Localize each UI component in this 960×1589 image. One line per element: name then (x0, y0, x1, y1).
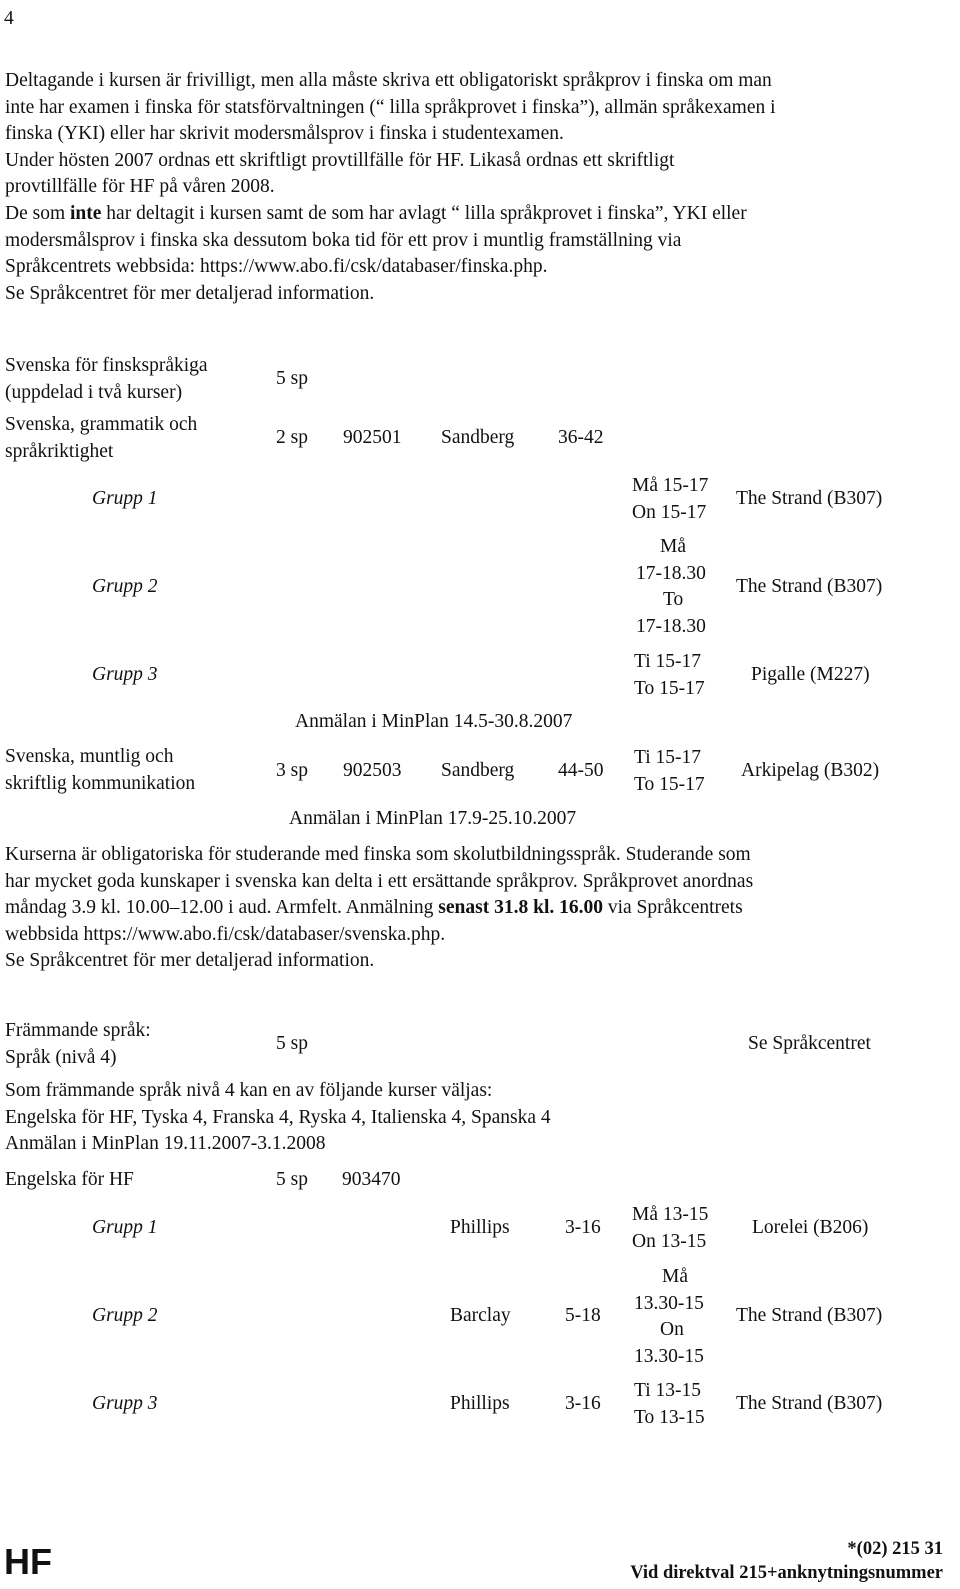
bold-inte: inte (70, 202, 102, 224)
english-group-1-room: Lorelei (B206) (752, 1217, 869, 1238)
grammar-group-3-room: Pigalle (M227) (751, 664, 870, 685)
svenska-course-title: Svenska för finskspråkiga (uppdelad i två kurser) (5, 355, 208, 403)
english-group-3-room: The Strand (B307) (736, 1393, 883, 1414)
english-group-3-teacher: Phillips (450, 1393, 510, 1414)
svenska-note: Kurserna är obligatoriska för studerande med finska som skolutbildningsspråk. Studerande som har mycket goda kunskaper i svenska kan delta i ett ersättande språkprov. Språkprovet anordnas måndag 3.9 kl. 10.00–12.00 i aud. Armfelt. Anmälning senast 31.8 kl. 16.00 via Språkcentrets webbsida https://www.abo.fi/csk/databaser/svenska.php. Se Språkcentret för mer detaljerad information. (5, 844, 754, 972)
oral-registration: Anmälan i MinPlan 17.9-25.10.2007 (289, 808, 577, 829)
foreign-see: Se Språkcentret (748, 1033, 871, 1054)
oral-weeks: 44-50 (558, 760, 604, 781)
oral-room: Arkipelag (B302) (741, 760, 880, 781)
oral-code: 902503 (343, 760, 402, 781)
english-group-2-weeks: 5-18 (565, 1305, 601, 1326)
footer-logo: HF (4, 1541, 52, 1582)
grammar-course-title: Svenska, grammatik och språkriktighet (5, 414, 198, 462)
intro-line: Under hösten 2007 ordnas ett skriftligt provtillfälle för HF. Likaså ordnas ett skriftligt (5, 149, 675, 171)
english-credits: 5 sp (276, 1169, 308, 1190)
english-group-2-times: Må 13.30-15 On 13.30-15 (634, 1266, 704, 1367)
grammar-group-1-times: Må 15-17 On 15-17 (632, 475, 709, 523)
english-group-2-room: The Strand (B307) (736, 1305, 883, 1326)
grammar-registration: Anmälan i MinPlan 14.5-30.8.2007 (295, 711, 573, 732)
grammar-group-3-name: Grupp 3 (92, 664, 158, 685)
svenska-course-credits: 5 sp (276, 368, 308, 389)
intro-line: provtillfälle för HF på våren 2008. (5, 176, 275, 198)
foreign-title: Främmande språk: Språk (nivå 4) (5, 1020, 151, 1068)
grammar-teacher: Sandberg (441, 427, 515, 448)
grammar-weeks: 36-42 (558, 427, 604, 448)
english-code: 903470 (342, 1169, 401, 1190)
intro-line: Språkcentrets webbsida: https://www.abo.fi/csk/databaser/finska.php. (5, 256, 548, 278)
english-group-1-teacher: Phillips (450, 1217, 510, 1238)
intro-paragraph (5, 68, 955, 307)
foreign-description: Som främmande språk nivå 4 kan en av följande kurser väljas: Engelska för HF, Tyska 4, Franska 4, Ryska 4, Italienska 4, Spanska 4 Anmälan i MinPlan 19.11.2007-3.1.2008 (5, 1080, 551, 1155)
english-group-2-name: Grupp 2 (92, 1305, 158, 1326)
intro-line: modersmålsprov i finska ska dessutom boka tid för ett prov i muntlig framställning via (5, 229, 682, 251)
intro-line: finska (YKI) eller har skrivit modersmålsprov i finska i studentexamen. (5, 123, 564, 145)
english-group-2-teacher: Barclay (450, 1305, 511, 1326)
grammar-group-1-room: The Strand (B307) (736, 488, 883, 509)
footer-phone: *(02) 215 31 (847, 1539, 943, 1559)
oral-times: Ti 15-17 To 15-17 (634, 747, 705, 795)
grammar-group-3-times: Ti 15-17 To 15-17 (634, 651, 705, 699)
oral-course-title: Svenska, muntlig och skriftlig kommunikation (5, 746, 196, 794)
oral-credits: 3 sp (276, 760, 308, 781)
deadline-bold: senast 31.8 kl. 16.00 (438, 897, 603, 919)
english-group-1-name: Grupp 1 (92, 1217, 158, 1238)
intro-line: De som inte har deltagit i kursen samt de som har avlagt “ lilla språkprovet i finska”, YKI eller (5, 202, 747, 224)
foreign-credits: 5 sp (276, 1033, 308, 1054)
grammar-group-1-name: Grupp 1 (92, 488, 158, 509)
grammar-group-2-name: Grupp 2 (92, 576, 158, 597)
oral-teacher: Sandberg (441, 760, 515, 781)
intro-line: Deltagande i kursen är frivilligt, men alla måste skriva ett obligatoriskt språkprov i finska om man (5, 70, 772, 91)
grammar-credits: 2 sp (276, 427, 308, 448)
grammar-group-2-times: Må 17-18.30 To 17-18.30 (636, 536, 706, 637)
english-group-3-weeks: 3-16 (565, 1393, 601, 1414)
page-number: 4 (4, 8, 14, 29)
english-group-1-times: Må 13-15 On 13-15 (632, 1204, 709, 1252)
english-group-3-name: Grupp 3 (92, 1393, 158, 1414)
footer-direct: Vid direktval 215+anknytningsnummer (630, 1563, 943, 1583)
english-group-3-times: Ti 13-15 To 13-15 (634, 1380, 705, 1428)
intro-line: inte har examen i finska för statsförvaltningen (“ lilla språkprovet i finska”), allmän språkexamen i (5, 96, 776, 118)
footer-contact (630, 1537, 943, 1585)
english-group-1-weeks: 3-16 (565, 1217, 601, 1238)
grammar-code: 902501 (343, 427, 402, 448)
intro-line: Se Språkcentret för mer detaljerad information. (5, 282, 375, 304)
grammar-group-2-room: The Strand (B307) (736, 576, 883, 597)
english-title: Engelska för HF (5, 1169, 134, 1190)
